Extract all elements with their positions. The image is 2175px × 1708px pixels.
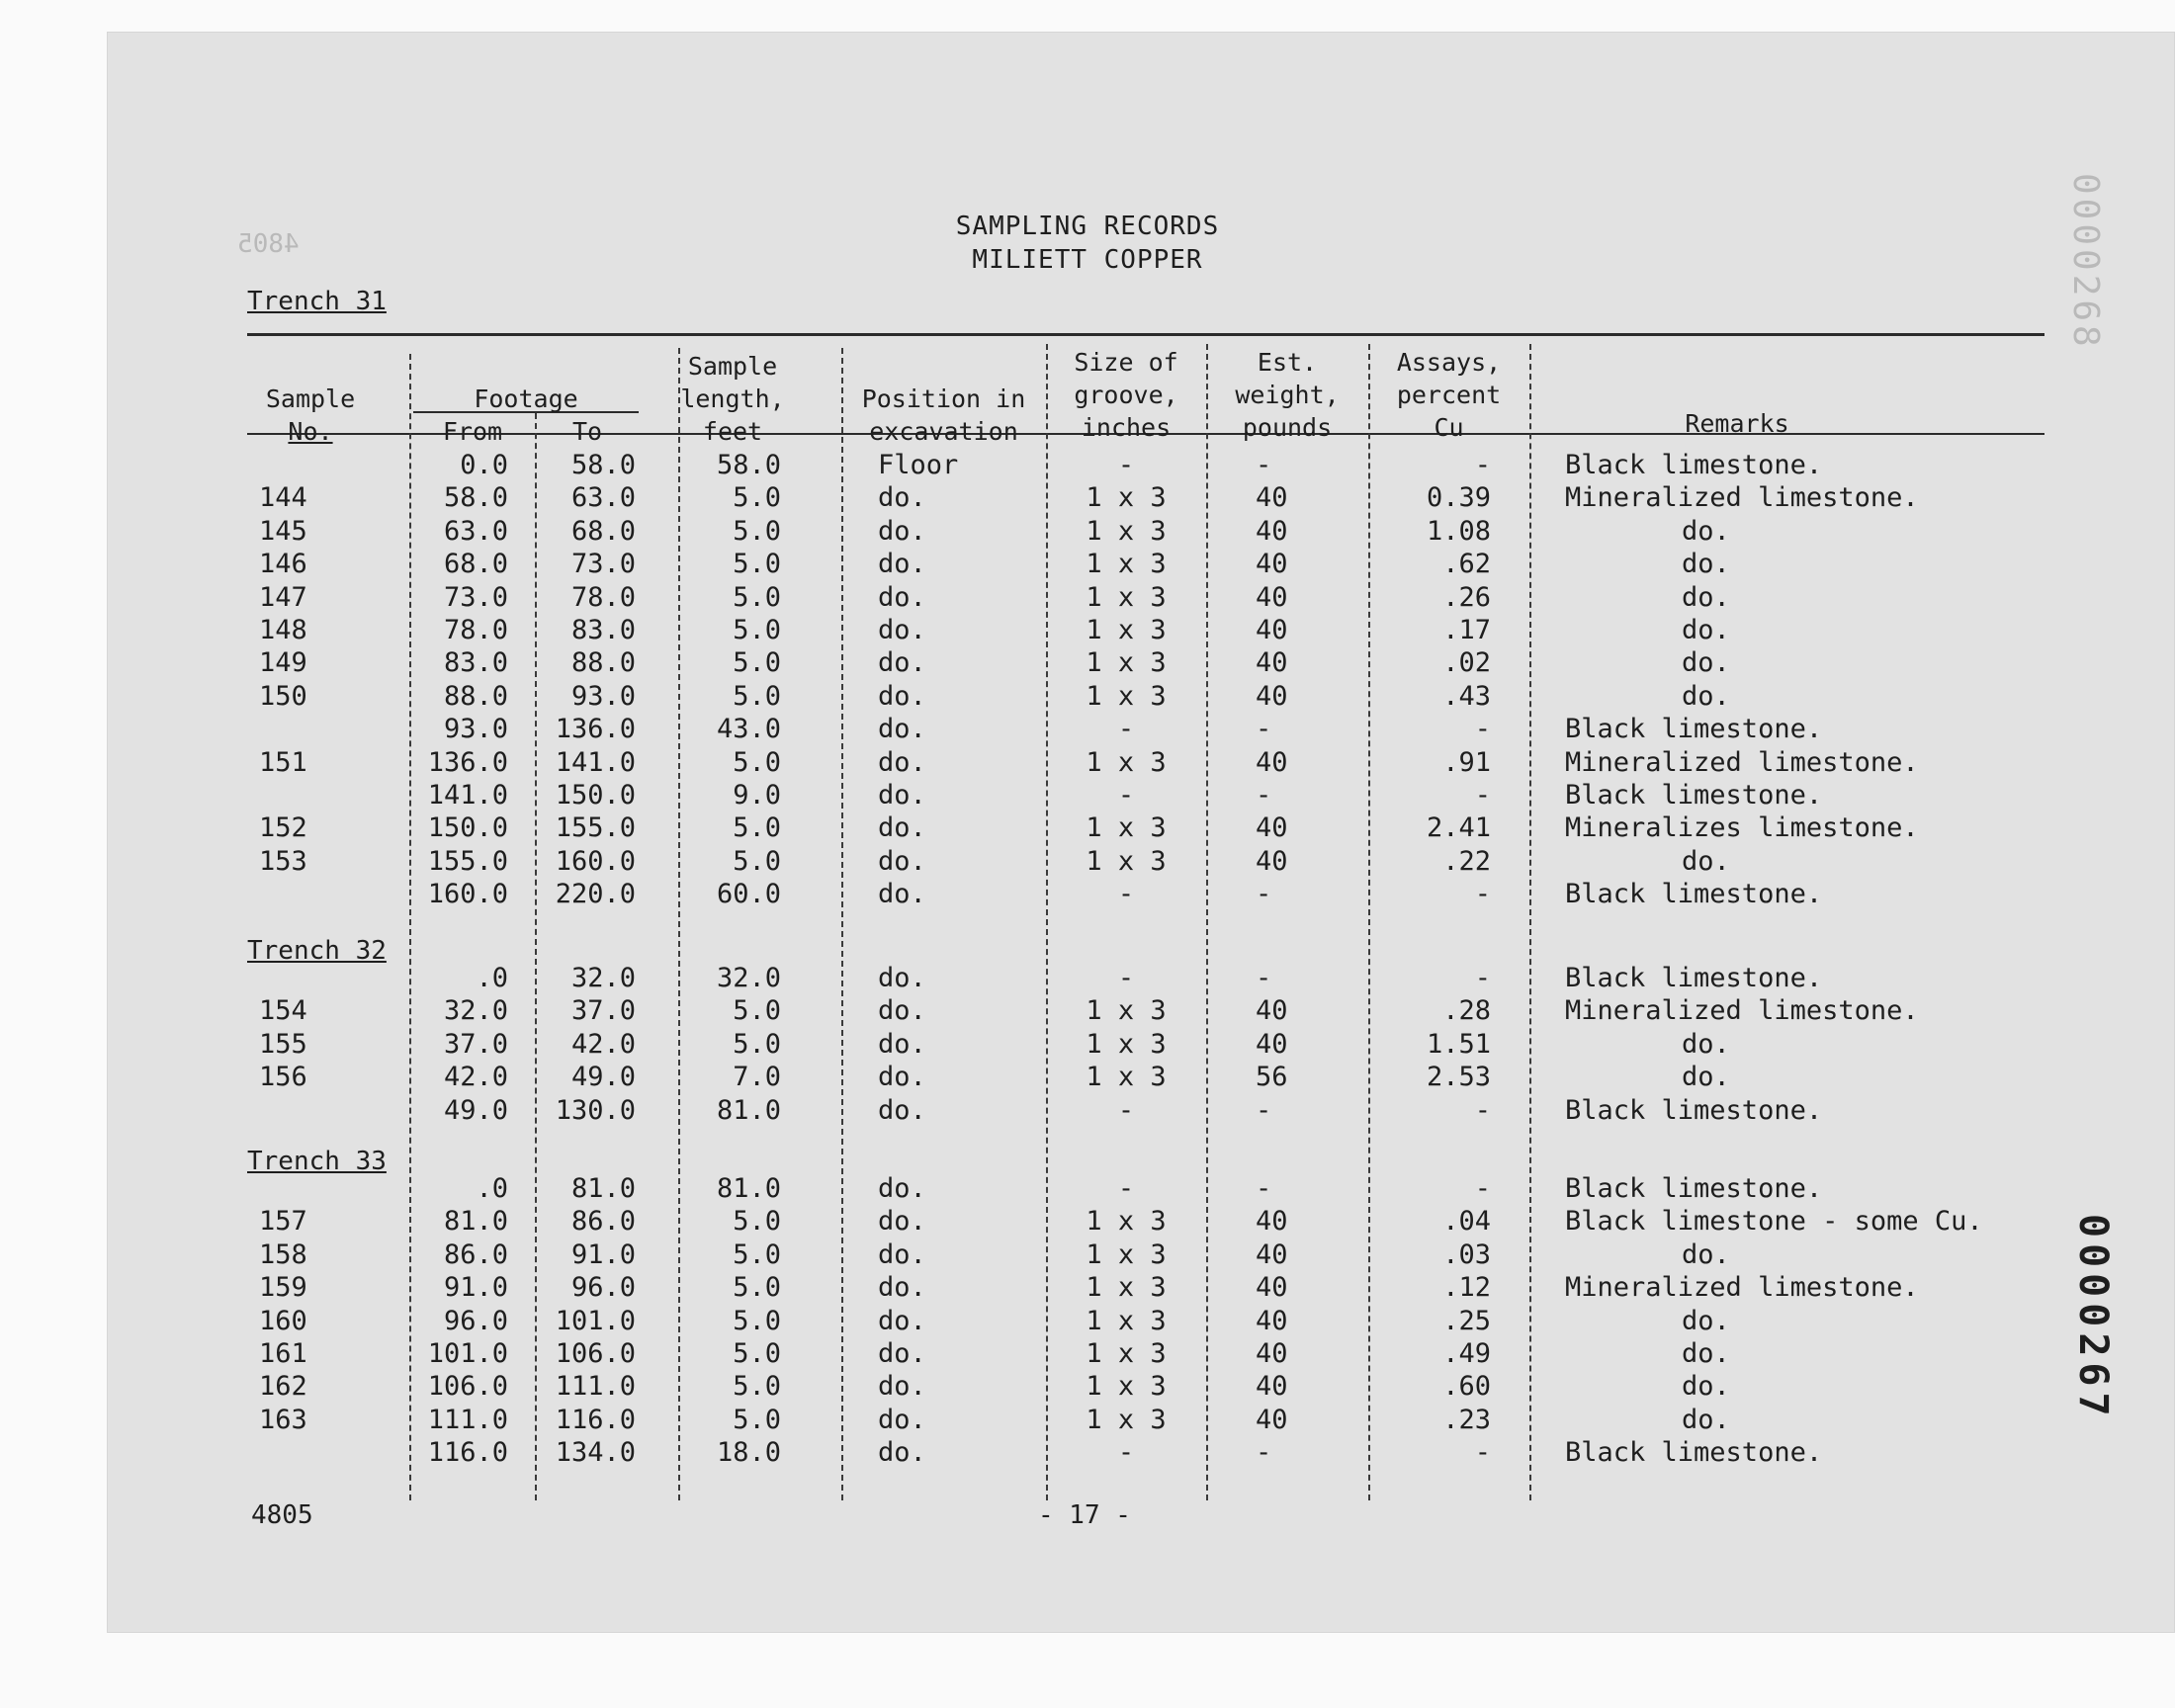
cell-from: 58.0	[443, 482, 508, 514]
cell-weight: -	[1256, 1094, 1272, 1126]
cell-position: do.	[878, 1404, 926, 1435]
cell-remark: do.	[1682, 1028, 1730, 1060]
cell-length: 5.0	[733, 1272, 781, 1304]
section-title-trench-33: Trench 33	[247, 1147, 387, 1176]
cell-position: do.	[878, 963, 926, 993]
cell-from: 101.0	[427, 1338, 508, 1369]
cell-remark: do.	[1682, 1238, 1730, 1270]
cell-remark: do.	[1682, 647, 1730, 679]
cell-position: do.	[878, 780, 926, 811]
cell-position: do.	[878, 1173, 926, 1204]
header-assays-line3: Cu	[1434, 413, 1464, 442]
cell-sample: 156	[259, 1062, 307, 1093]
cell-assay: -	[1474, 1094, 1491, 1126]
header-to: To	[571, 417, 603, 446]
cell-weight: 40	[1256, 1371, 1288, 1403]
cell-groove: 1 x 3	[1086, 812, 1167, 844]
cell-weight: 40	[1256, 812, 1288, 844]
cell-assay: -	[1474, 450, 1491, 480]
cell-weight: -	[1256, 879, 1272, 910]
cell-weight: 40	[1256, 1338, 1288, 1369]
cell-to: 42.0	[570, 1028, 636, 1060]
cell-remark: do.	[1682, 680, 1730, 712]
cell-position: do.	[878, 549, 926, 580]
cell-weight: 40	[1256, 549, 1288, 580]
header-sample-length	[678, 350, 787, 448]
header-groove	[1046, 346, 1206, 444]
cell-from: 63.0	[443, 515, 508, 547]
cell-groove: -	[1117, 879, 1135, 910]
page-number: - 17 -	[1038, 1500, 1131, 1530]
cell-position: do.	[878, 615, 926, 645]
header-sample-no	[247, 383, 374, 448]
cell-groove: 1 x 3	[1086, 1371, 1167, 1403]
cell-from: 81.0	[443, 1206, 508, 1238]
cell-from: 150.0	[427, 812, 508, 844]
cell-groove: 1 x 3	[1086, 1272, 1167, 1304]
cell-weight: 56	[1256, 1062, 1288, 1093]
cell-weight: 40	[1256, 1404, 1288, 1435]
cell-remark: do.	[1682, 581, 1730, 613]
cell-assay: 2.41	[1426, 812, 1491, 844]
cell-position: do.	[878, 714, 926, 745]
cell-assay: .26	[1442, 581, 1491, 613]
cell-remark: do.	[1682, 1305, 1730, 1336]
cell-length: 5.0	[733, 647, 781, 679]
cell-groove: 1 x 3	[1086, 581, 1167, 613]
cell-sample: 152	[259, 812, 307, 844]
cell-position: do.	[878, 995, 926, 1027]
cell-sample: 151	[259, 746, 307, 778]
cell-to: 32.0	[570, 963, 636, 993]
header-sample-line1: Sample	[265, 384, 356, 413]
cell-remark: Black limestone.	[1565, 1173, 1823, 1204]
cell-to: 78.0	[570, 581, 636, 613]
cell-weight: -	[1256, 714, 1272, 745]
cell-to: 141.0	[555, 746, 636, 778]
cell-remark: Black limestone.	[1565, 879, 1823, 910]
cell-weight: 40	[1256, 1305, 1288, 1336]
divider-weight-assay	[1368, 344, 1370, 1500]
cell-assay: .62	[1442, 549, 1491, 580]
cell-to: 130.0	[555, 1094, 636, 1126]
cell-sample: 145	[259, 515, 307, 547]
cell-remark: Mineralized limestone.	[1565, 995, 1919, 1027]
cell-assay: .43	[1442, 680, 1491, 712]
cell-weight: 40	[1256, 1028, 1288, 1060]
cell-position: do.	[878, 1338, 926, 1369]
cell-remark: Mineralized limestone.	[1565, 746, 1919, 778]
cell-to: 150.0	[555, 780, 636, 811]
cell-remark: do.	[1682, 1404, 1730, 1435]
header-footage: Footage	[474, 384, 578, 413]
cell-groove: -	[1117, 714, 1135, 745]
cell-groove: 1 x 3	[1086, 1028, 1167, 1060]
header-groove-line2: groove,	[1074, 381, 1178, 409]
header-assays	[1368, 346, 1529, 444]
cell-weight: -	[1256, 1437, 1272, 1469]
cell-weight: 40	[1256, 647, 1288, 679]
cell-groove: 1 x 3	[1086, 1338, 1167, 1369]
document-title: SAMPLING RECORDS	[955, 212, 1220, 241]
cell-weight: 40	[1256, 1238, 1288, 1270]
cell-position: do.	[878, 680, 926, 712]
cell-assay: .02	[1442, 647, 1491, 679]
cell-to: 49.0	[570, 1062, 636, 1093]
side-stamp: 0000267	[2070, 1214, 2116, 1422]
cell-groove: 1 x 3	[1086, 995, 1167, 1027]
cell-groove: 1 x 3	[1086, 549, 1167, 580]
cell-remark: do.	[1682, 549, 1730, 580]
cell-from: 155.0	[427, 845, 508, 877]
cell-position: do.	[878, 515, 926, 547]
cell-sample: 158	[259, 1238, 307, 1270]
cell-groove: 1 x 3	[1086, 515, 1167, 547]
cell-groove: 1 x 3	[1086, 845, 1167, 877]
cell-assay: .60	[1442, 1371, 1491, 1403]
cell-groove: 1 x 3	[1086, 1238, 1167, 1270]
cell-to: 134.0	[555, 1437, 636, 1469]
cell-to: 136.0	[555, 714, 636, 745]
cell-length: 18.0	[716, 1437, 781, 1469]
cell-to: 73.0	[570, 549, 636, 580]
ghost-number-top-left: 4805	[237, 229, 300, 259]
cell-remark: Black limestone - some Cu.	[1565, 1206, 1983, 1238]
cell-from: 96.0	[443, 1305, 508, 1336]
cell-to: 81.0	[570, 1173, 636, 1204]
cell-groove: -	[1117, 1173, 1135, 1204]
cell-sample: 146	[259, 549, 307, 580]
cell-length: 5.0	[733, 680, 781, 712]
cell-groove: 1 x 3	[1086, 1062, 1167, 1093]
cell-to: 63.0	[570, 482, 636, 514]
cell-groove: -	[1117, 780, 1135, 811]
cell-remark: Black limestone.	[1565, 714, 1823, 745]
cell-to: 101.0	[555, 1305, 636, 1336]
cell-from: .0	[476, 963, 508, 993]
cell-from: 37.0	[443, 1028, 508, 1060]
cell-position: do.	[878, 1272, 926, 1304]
cell-from: 78.0	[443, 615, 508, 645]
cell-groove: -	[1117, 963, 1135, 993]
header-position	[841, 383, 1046, 448]
cell-length: 81.0	[716, 1094, 781, 1126]
cell-position: do.	[878, 482, 926, 514]
cell-sample: 148	[259, 615, 307, 645]
cell-groove: 1 x 3	[1086, 1404, 1167, 1435]
cell-from: 88.0	[443, 680, 508, 712]
header-weight-line3: pounds	[1242, 413, 1333, 442]
header-length-line1: Sample	[687, 352, 778, 381]
ghost-stamp-top-right: 0000268	[2065, 173, 2106, 351]
footer-document-number: 4805	[251, 1500, 313, 1530]
section-title-trench-31: Trench 31	[247, 287, 387, 316]
cell-from: 73.0	[443, 581, 508, 613]
cell-sample: 161	[259, 1338, 307, 1369]
cell-weight: -	[1256, 780, 1272, 811]
cell-sample: 163	[259, 1404, 307, 1435]
cell-length: 5.0	[733, 746, 781, 778]
cell-weight: 40	[1256, 995, 1288, 1027]
header-weight	[1206, 346, 1368, 444]
cell-length: 7.0	[733, 1062, 781, 1093]
header-assays-line2: percent	[1396, 381, 1502, 409]
header-from: From	[442, 417, 503, 446]
cell-length: 5.0	[733, 995, 781, 1027]
cell-length: 5.0	[733, 1028, 781, 1060]
cell-from: 42.0	[443, 1062, 508, 1093]
cell-from: 93.0	[443, 714, 508, 745]
cell-length: 5.0	[733, 515, 781, 547]
cell-position: do.	[878, 1437, 926, 1469]
cell-to: 86.0	[570, 1206, 636, 1238]
cell-weight: 40	[1256, 615, 1288, 645]
cell-position: do.	[878, 1028, 926, 1060]
cell-length: 5.0	[733, 1338, 781, 1369]
cell-position: do.	[878, 812, 926, 844]
cell-assay: 2.53	[1426, 1062, 1491, 1093]
cell-position: do.	[878, 1371, 926, 1403]
cell-assay: 0.39	[1426, 482, 1491, 514]
cell-remark: Black limestone.	[1565, 450, 1823, 480]
cell-weight: -	[1256, 450, 1272, 480]
header-position-line2: excavation	[869, 417, 1018, 446]
cell-length: 32.0	[716, 963, 781, 993]
cell-length: 5.0	[733, 482, 781, 514]
cell-groove: 1 x 3	[1086, 1206, 1167, 1238]
header-remarks: Remarks	[1685, 409, 1789, 438]
cell-weight: -	[1256, 1173, 1272, 1204]
cell-to: 58.0	[570, 450, 636, 480]
cell-to: 88.0	[570, 647, 636, 679]
cell-position: do.	[878, 647, 926, 679]
cell-length: 5.0	[733, 549, 781, 580]
cell-to: 37.0	[570, 995, 636, 1027]
cell-to: 106.0	[555, 1338, 636, 1369]
cell-assay: -	[1474, 1173, 1491, 1204]
cell-remark: do.	[1682, 845, 1730, 877]
cell-length: 5.0	[733, 1206, 781, 1238]
header-position-line1: Position in	[861, 384, 1026, 413]
cell-remark: Black limestone.	[1565, 1437, 1823, 1469]
header-groove-line3: inches	[1081, 413, 1172, 442]
cell-from: 49.0	[443, 1094, 508, 1126]
cell-groove: 1 x 3	[1086, 482, 1167, 514]
cell-weight: 40	[1256, 746, 1288, 778]
cell-assay: 1.51	[1426, 1028, 1491, 1060]
cell-assay: -	[1474, 780, 1491, 811]
cell-assay: .23	[1442, 1404, 1491, 1435]
cell-position: do.	[878, 845, 926, 877]
cell-remark: Black limestone.	[1565, 1094, 1823, 1126]
header-length-line3: feet	[702, 417, 763, 446]
cell-position: Floor	[878, 450, 959, 480]
cell-assay: 1.08	[1426, 515, 1491, 547]
header-groove-line1: Size of	[1074, 348, 1178, 377]
cell-position: do.	[878, 746, 926, 778]
divider-length-position	[841, 348, 843, 1500]
cell-remark: Mineralized limestone.	[1565, 1272, 1919, 1304]
cell-remark: do.	[1682, 1338, 1730, 1369]
cell-length: 58.0	[716, 450, 781, 480]
cell-from: 68.0	[443, 549, 508, 580]
cell-remark: Mineralized limestone.	[1565, 482, 1919, 514]
cell-groove: -	[1117, 1094, 1135, 1126]
cell-remark: do.	[1682, 1062, 1730, 1093]
cell-weight: 40	[1256, 515, 1288, 547]
cell-sample: 154	[259, 995, 307, 1027]
cell-from: 106.0	[427, 1371, 508, 1403]
divider-assay-remarks	[1529, 344, 1531, 1500]
cell-length: 5.0	[733, 812, 781, 844]
cell-from: 116.0	[427, 1437, 508, 1469]
cell-weight: 40	[1256, 1206, 1288, 1238]
cell-weight: 40	[1256, 1272, 1288, 1304]
cell-length: 5.0	[733, 1305, 781, 1336]
cell-length: 43.0	[716, 714, 781, 745]
cell-remark: Black limestone.	[1565, 963, 1823, 993]
cell-sample: 153	[259, 845, 307, 877]
cell-groove: 1 x 3	[1086, 680, 1167, 712]
cell-to: 220.0	[555, 879, 636, 910]
cell-assay: .49	[1442, 1338, 1491, 1369]
cell-from: 0.0	[460, 450, 508, 480]
cell-length: 5.0	[733, 581, 781, 613]
cell-sample: 150	[259, 680, 307, 712]
cell-to: 96.0	[570, 1272, 636, 1304]
header-assays-line1: Assays,	[1396, 348, 1502, 377]
cell-length: 60.0	[716, 879, 781, 910]
cell-from: 91.0	[443, 1272, 508, 1304]
cell-remark: Mineralizes limestone.	[1565, 812, 1919, 844]
cell-length: 9.0	[733, 780, 781, 811]
cell-length: 5.0	[733, 845, 781, 877]
cell-position: do.	[878, 1094, 926, 1126]
cell-length: 5.0	[733, 615, 781, 645]
cell-to: 91.0	[570, 1238, 636, 1270]
cell-from: 160.0	[427, 879, 508, 910]
cell-assay: .04	[1442, 1206, 1491, 1238]
cell-assay: .22	[1442, 845, 1491, 877]
cell-assay: .91	[1442, 746, 1491, 778]
cell-sample: 155	[259, 1028, 307, 1060]
cell-remark: do.	[1682, 1371, 1730, 1403]
cell-weight: 40	[1256, 482, 1288, 514]
cell-from: 141.0	[427, 780, 508, 811]
cell-length: 81.0	[716, 1173, 781, 1204]
cell-from: 111.0	[427, 1404, 508, 1435]
cell-assay: .28	[1442, 995, 1491, 1027]
cell-from: 32.0	[443, 995, 508, 1027]
cell-assay: -	[1474, 714, 1491, 745]
cell-position: do.	[878, 581, 926, 613]
cell-assay: -	[1474, 1437, 1491, 1469]
divider-groove-weight	[1206, 344, 1208, 1500]
header-sample-line2: No.	[288, 417, 333, 446]
cell-position: do.	[878, 1062, 926, 1093]
cell-to: 93.0	[570, 680, 636, 712]
cell-from: 136.0	[427, 746, 508, 778]
cell-assay: .12	[1442, 1272, 1491, 1304]
header-length-line2: length,	[680, 384, 785, 413]
cell-groove: -	[1117, 1437, 1135, 1469]
cell-to: 160.0	[555, 845, 636, 877]
cell-sample: 160	[259, 1305, 307, 1336]
cell-groove: -	[1117, 450, 1135, 480]
cell-assay: .03	[1442, 1238, 1491, 1270]
cell-sample: 159	[259, 1272, 307, 1304]
cell-length: 5.0	[733, 1371, 781, 1403]
cell-groove: 1 x 3	[1086, 647, 1167, 679]
cell-length: 5.0	[733, 1238, 781, 1270]
cell-weight: 40	[1256, 680, 1288, 712]
cell-position: do.	[878, 1305, 926, 1336]
header-weight-line1: Est.	[1257, 348, 1318, 377]
cell-assay: .17	[1442, 615, 1491, 645]
cell-length: 5.0	[733, 1404, 781, 1435]
header-weight-line2: weight,	[1235, 381, 1340, 409]
cell-assay: -	[1474, 879, 1491, 910]
section-title-trench-32: Trench 32	[247, 936, 387, 966]
cell-to: 155.0	[555, 812, 636, 844]
cell-groove: 1 x 3	[1086, 1305, 1167, 1336]
cell-sample: 157	[259, 1206, 307, 1238]
cell-weight: 40	[1256, 581, 1288, 613]
cell-position: do.	[878, 1206, 926, 1238]
cell-groove: 1 x 3	[1086, 746, 1167, 778]
cell-sample: 147	[259, 581, 307, 613]
cell-from: .0	[476, 1173, 508, 1204]
cell-assay: .25	[1442, 1305, 1491, 1336]
cell-remark: do.	[1682, 615, 1730, 645]
cell-to: 83.0	[570, 615, 636, 645]
cell-position: do.	[878, 1238, 926, 1270]
cell-to: 111.0	[555, 1371, 636, 1403]
cell-weight: -	[1256, 963, 1272, 993]
table-top-rule	[247, 333, 2044, 336]
cell-from: 86.0	[443, 1238, 508, 1270]
cell-weight: 40	[1256, 845, 1288, 877]
cell-groove: 1 x 3	[1086, 615, 1167, 645]
cell-remark: do.	[1682, 515, 1730, 547]
cell-from: 83.0	[443, 647, 508, 679]
cell-sample: 144	[259, 482, 307, 514]
cell-assay: -	[1474, 963, 1491, 993]
cell-to: 68.0	[570, 515, 636, 547]
cell-sample: 162	[259, 1371, 307, 1403]
cell-to: 116.0	[555, 1404, 636, 1435]
cell-remark: Black limestone.	[1565, 780, 1823, 811]
cell-position: do.	[878, 879, 926, 910]
document-subtitle: MILIETT COPPER	[972, 245, 1203, 275]
cell-sample: 149	[259, 647, 307, 679]
